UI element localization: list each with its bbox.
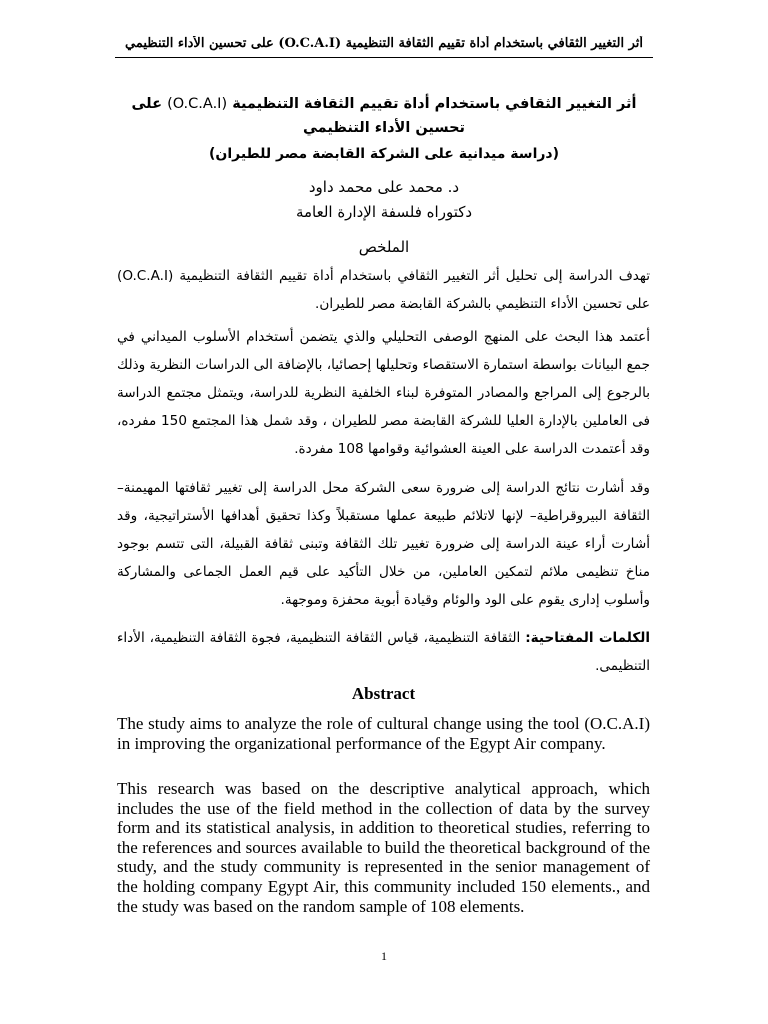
author-name: د. محمد على محمد داود <box>308 178 460 196</box>
arabic-abstract-paragraph-3: وقد أشارت نتائج الدراسة إلى ضرورة سعى الشركة محل الدراسة إلى تغيير ثقافتها المهيمنة– الثقافة البيروقراطية– لإنها لاتلائم طبيعة عملها مستقبلاً وكذا تحقيق أهدافها الأستراتيجية، وقد أشارت أراء عينة الدراسة إلى ضرورة تغيير تلك الثقافة وتبنى ثقافة القبيلة، التى تتسم بوجود مناخ تنظيمى ملائم لتمكين العاملين، من خلال التأكيد على قيم العمل الجماعى والمشاركة وأسلوب إدارى يقوم على الود والوئام وقيادة أبوية محفزة وموجهة. <box>117 480 650 608</box>
keywords-label: الكلمات المفتاحية: <box>525 630 650 646</box>
arabic-abstract-paragraph-2: أعتمد هذا البحث على المنهج الوصفى التحليلي والذي يتضمن أستخدام الأسلوب الميداني في جمع البيانات بواسطة استمارة الاستقصاء وتحليلها إحصائيا، بالإضافة الى الدراسات النظرية وذلك بالرجوع إلى المراجع والمصادر المتوفرة لبناء الخلفية النظرية للدراسة، ويتمثل مجتمع الدراسة فى العاملين بالإدارة العليا للشركة القابضة مصر للطيران ، وقد شمل هذا المجتمع 150 مفرده، وقد أعتمدت الدراسة على العينة العشوائية وقوامها 108 مفردة. <box>117 329 651 457</box>
title-part-1: أثر التغيير الثقافي باستخدام أداة تقييم الثقافة التنظيمية <box>232 96 637 112</box>
title-code: (O.C.A.I) <box>167 96 228 112</box>
page-number: 1 <box>381 949 387 963</box>
paper-title <box>120 92 648 140</box>
keywords-text: الثقافة التنظيمية، قياس الثقافة التنظيمية، فجوة الثقافة التنظيمية، الأداء التنظيمى. <box>117 630 650 674</box>
paper-subtitle: (دراسة ميدانية على الشركة القابضة مصر للطيران) <box>208 146 560 162</box>
title-part-2: على تحسين الأداء التنظيمي <box>131 96 465 136</box>
arabic-abstract-heading: الملخص <box>358 238 410 256</box>
keywords <box>117 624 650 680</box>
english-abstract-paragraph-1: The study aims to analyze the role of cultural change using the tool (O.C.A.I) in improving the organizational performance of the Egypt Air company. <box>117 714 650 753</box>
author-degree: دكتوراه فلسفة الإدارة العامة <box>295 203 473 221</box>
running-header: أثر التغيير الثقافي باستخدام أداة تقييم الثقافة التنظيمية (O.C.A.I) على تحسين الأداء التنظيمي <box>115 36 653 58</box>
english-abstract-paragraph-2: This research was based on the descriptive analytical approach, which includes the use of the field method in the collection of data by the survey form and its statistical analysis, in addition to theoretical studies, referring to the references and sources available to build the theoretical background of the study, and the study community is represented in the senior management of the holding company Egypt Air, this community included 150 elements., and the study was based on the random sample of 108 elements. <box>117 779 650 916</box>
arabic-abstract-paragraph-1: تهدف الدراسة إلى تحليل أثر التغيير الثقافي باستخدام أداة تقييم الثقافة التنظيمية (O.C.A.I) على تحسين الأداء التنظيمي بالشركة القابضة مصر للطيران. <box>117 268 650 312</box>
english-abstract-heading: Abstract <box>351 684 416 703</box>
